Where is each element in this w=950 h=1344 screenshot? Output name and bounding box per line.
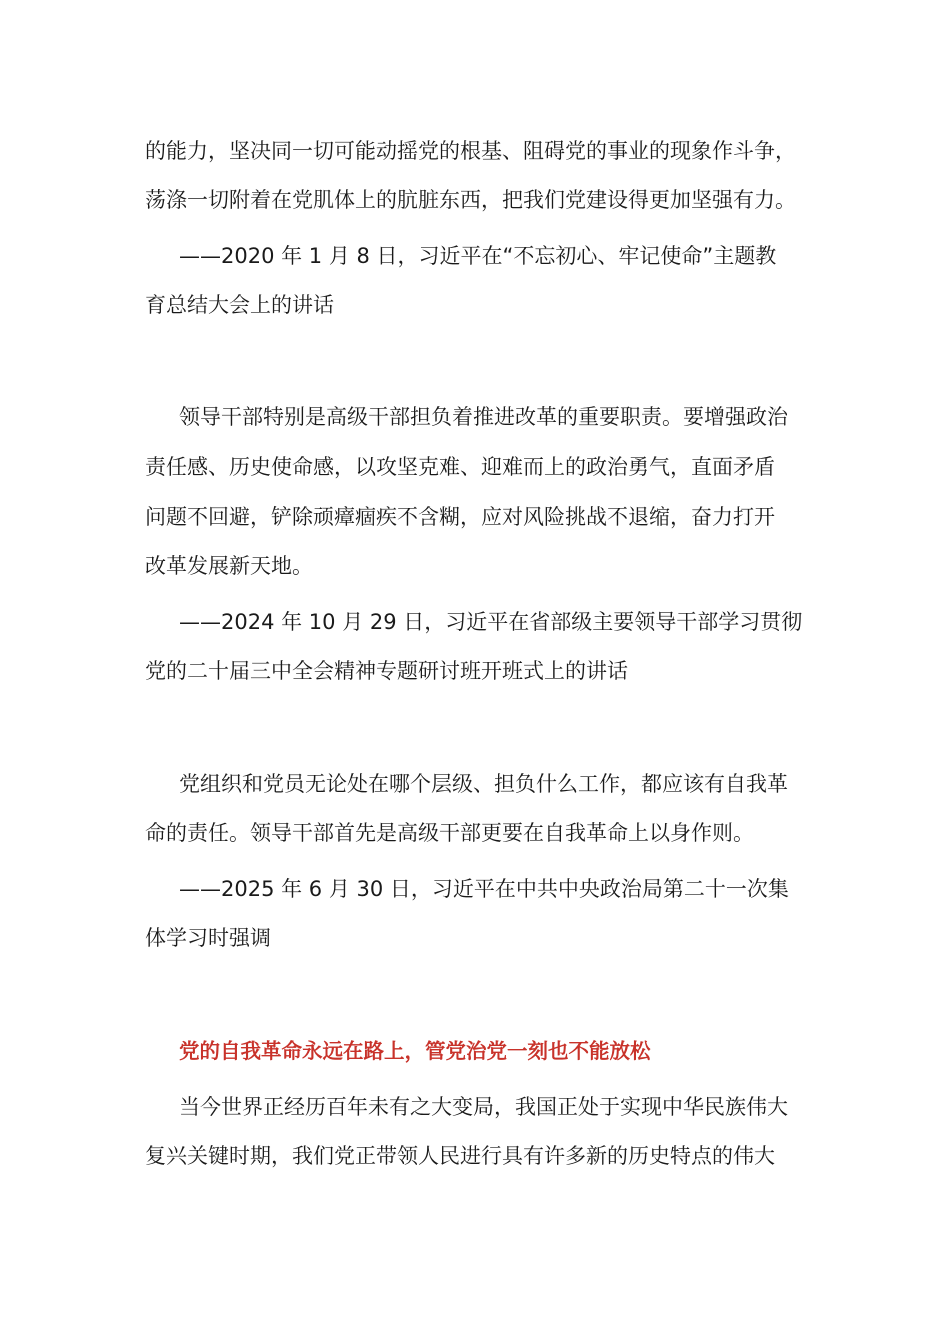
paragraph-2-line-1: 领导干部特别是高级干部担负着推进改革的重要职责。要增强政治	[179, 405, 788, 429]
citation-3-line-2: 体学习时强调	[145, 926, 271, 950]
section-heading: 党的自我革命永远在路上，管党治党一刻也不能放松	[179, 1039, 651, 1063]
paragraph-4-line-1: 当今世界正经历百年未有之大变局，我国正处于实现中华民族伟大	[179, 1095, 788, 1119]
paragraph-1-line-1: 的能力，坚决同一切可能动摇党的根基、阻碍党的事业的现象作斗争，	[145, 139, 796, 163]
citation-1-line-1: ——2020 年 1 月 8 日，习近平在“不忘初心、牢记使命”主题教	[179, 244, 777, 268]
paragraph-4-line-2: 复兴关键时期，我们党正带领人民进行具有许多新的历史特点的伟大	[145, 1144, 775, 1168]
paragraph-3-line-2: 命的责任。领导干部首先是高级干部更要在自我革命上以身作则。	[145, 821, 754, 845]
citation-1-line-2: 育总结大会上的讲话	[145, 293, 334, 317]
paragraph-2-line-2: 责任感、历史使命感，以攻坚克难、迎难而上的政治勇气，直面矛盾	[145, 455, 775, 479]
paragraph-3-line-1: 党组织和党员无论处在哪个层级、担负什么工作，都应该有自我革	[179, 772, 788, 796]
paragraph-1-line-2: 荡涤一切附着在党肌体上的肮脏东西，把我们党建设得更加坚强有力。	[145, 188, 796, 212]
citation-2-line-1: ——2024 年 10 月 29 日，习近平在省部级主要领导干部学习贯彻	[179, 610, 803, 634]
citation-2-line-2: 党的二十届三中全会精神专题研讨班开班式上的讲话	[145, 659, 628, 683]
paragraph-2-line-4: 改革发展新天地。	[145, 554, 313, 578]
citation-3-line-1: ——2025 年 6 月 30 日，习近平在中共中央政治局第二十一次集	[179, 877, 789, 901]
paragraph-2-line-3: 问题不回避，铲除顽瘴痼疾不含糊，应对风险挑战不退缩，奋力打开	[145, 505, 775, 529]
